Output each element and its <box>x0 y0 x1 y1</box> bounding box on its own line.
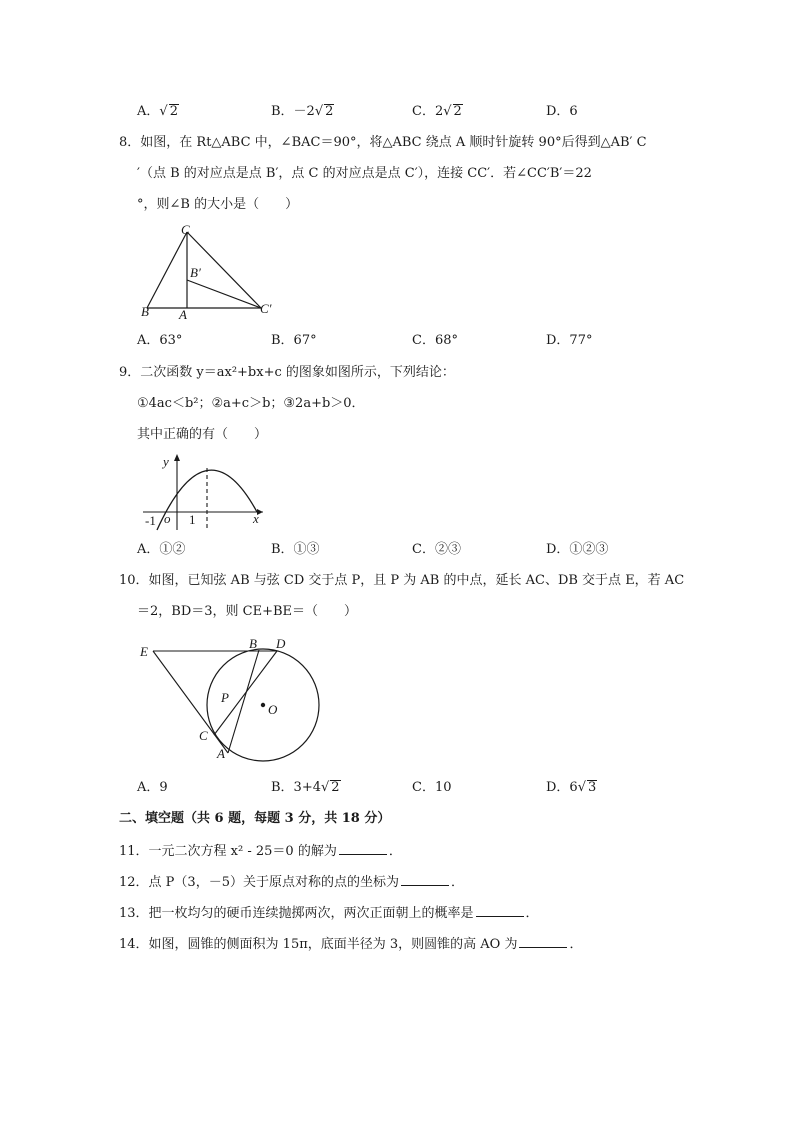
q8-option-b: B．67° <box>271 333 317 348</box>
q14: 14．如图，圆锥的侧面积为 15π，底面半径为 3，则圆锥的高 AO 为 ． <box>119 937 583 952</box>
q7-option-c: C．2√ 2 <box>412 104 462 119</box>
q10-line-1: 10．如图，已知弦 AB 与弦 CD 交于点 P，且 P 为 AB 的中点，延长 AC、DB 交于点 E，若 AC <box>119 573 685 588</box>
q13-answer-blank[interactable] <box>476 904 524 917</box>
q11-answer-blank[interactable] <box>339 842 387 855</box>
q8-label-a: A <box>179 307 187 322</box>
q13: 13．把一枚均匀的硬币连续抛掷两次，两次正面朝上的概率是 ． <box>119 906 539 921</box>
q10-label-c: C <box>199 728 208 743</box>
q7-option-d: D．6 <box>546 104 578 119</box>
q9-line-1: 9．二次函数 y＝ax²+bx+c 的图象如图所示，下列结论： <box>119 365 455 380</box>
q10-label-d: D <box>276 636 286 651</box>
q8-line-3: °，则∠B 的大小是（ ） <box>137 197 299 212</box>
q10-label-e: E <box>140 644 148 659</box>
q9-line-2: ①4ac＜b²；②a+c＞b；③2a+b＞0． <box>137 396 365 411</box>
q10-option-d: D．6√ 3 <box>546 780 597 795</box>
q8-label-b-prime: B′ <box>190 265 201 280</box>
q9-option-b: B．①③ <box>271 542 320 557</box>
q12: 12．点 P（3，－5）关于原点对称的点的坐标为 ． <box>119 875 464 890</box>
q12-answer-blank[interactable] <box>401 873 449 886</box>
q7-option-b: B．－2√ 2 <box>271 104 334 119</box>
q8-line-1: 8．如图，在 Rt△ABC 中，∠BAC＝90°，将△ABC 绕点 A 顺时针旋转 90°后得到△AB′ C <box>119 135 647 150</box>
q11: 11．一元二次方程 x² - 25＝0 的解为 ． <box>119 844 402 859</box>
q10-label-b: B <box>249 636 257 651</box>
q10-line-2: ＝2，BD＝3，则 CE+BE＝（ ） <box>137 604 358 619</box>
q8-option-c: C．68° <box>412 333 458 348</box>
q10-circle-figure <box>135 632 335 762</box>
q7-option-a: A．√ 2 <box>137 104 178 119</box>
q10-label-o: O <box>268 702 278 717</box>
q9-option-a: A．①② <box>137 542 186 557</box>
q9-label-y: y <box>163 454 169 469</box>
q10-label-a: A <box>217 746 225 761</box>
q8-label-b: B <box>141 304 149 319</box>
q8-label-c: C <box>181 222 190 237</box>
q9-parabola-figure <box>135 450 270 532</box>
section-2-heading: 二、填空题（共 6 题，每题 3 分，共 18 分） <box>119 811 391 826</box>
q9-line-3: 其中正确的有（ ） <box>137 427 268 442</box>
q10-option-c: C．10 <box>412 780 452 795</box>
q8-triangle-figure <box>135 222 285 324</box>
q9-option-d: D．①②③ <box>546 542 609 557</box>
q10-option-b: B．3+4√ 2 <box>271 780 340 795</box>
q8-label-c-prime: C′ <box>260 301 272 316</box>
q10-option-a: A．9 <box>137 780 168 795</box>
q9-label-one: 1 <box>189 512 196 527</box>
q9-label-x: x <box>253 511 259 526</box>
q8-option-a: A．63° <box>137 333 183 348</box>
q8-option-d: D．77° <box>546 333 593 348</box>
q9-label-origin: o <box>164 511 171 526</box>
q14-answer-blank[interactable] <box>519 935 567 948</box>
q10-label-p: P <box>221 690 229 705</box>
q8-line-2: ′（点 B 的对应点是点 B′，点 C 的对应点是点 C′），连接 CC′．若∠CC′B′＝22 <box>137 166 592 181</box>
q9-option-c: C．②③ <box>412 542 461 557</box>
q9-label-neg1: -1 <box>145 513 156 528</box>
